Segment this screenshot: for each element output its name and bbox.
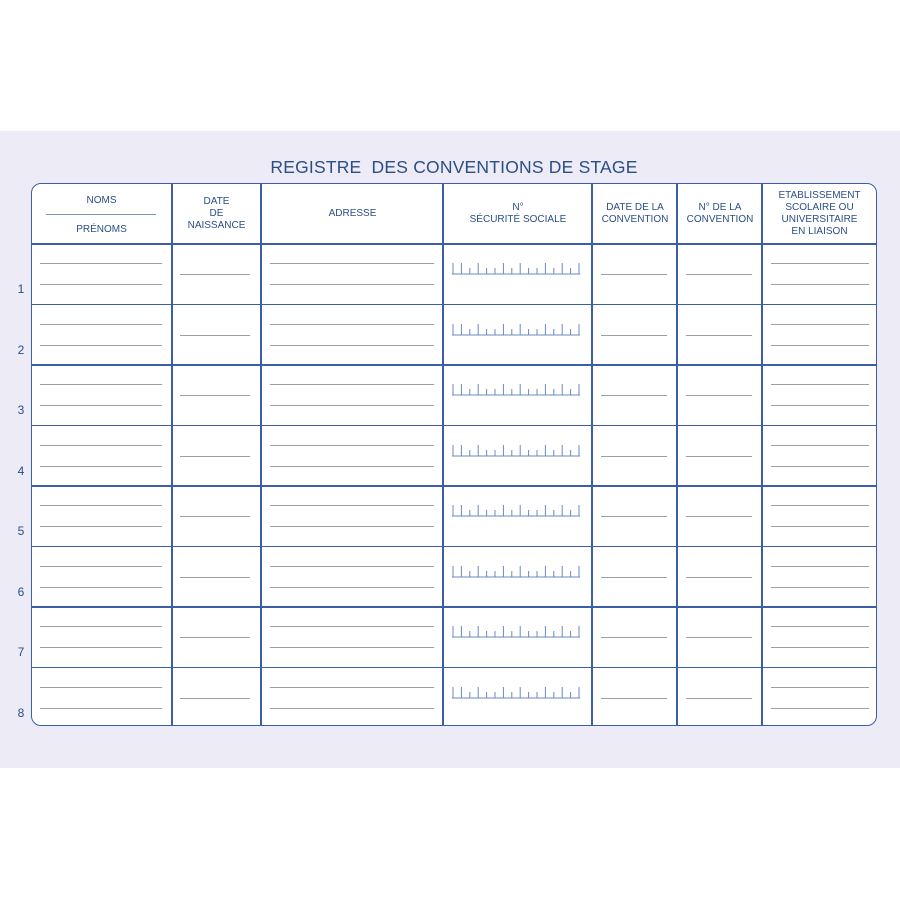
row-divider [32, 546, 876, 548]
row-number: 5 [17, 524, 25, 538]
column-divider [171, 184, 173, 725]
entry-line[interactable] [601, 395, 667, 396]
row-divider [32, 425, 876, 427]
header-ss-line2: SÉCURITÉ SOCIALE [469, 214, 567, 225]
header-num-convention [678, 184, 762, 244]
entry-line[interactable] [601, 274, 667, 275]
column-divider [761, 184, 763, 725]
header-securite-sociale [444, 184, 592, 244]
header-noms-prenoms [32, 184, 171, 244]
column-divider [260, 184, 262, 725]
entry-line[interactable] [270, 505, 434, 506]
entry-line[interactable] [771, 708, 869, 709]
header-adresse-label: ADRESSE [328, 208, 377, 219]
column-divider [676, 184, 678, 725]
row-number: 8 [17, 705, 25, 720]
entry-line[interactable] [771, 647, 869, 648]
register-table [31, 183, 877, 726]
entry-line[interactable] [270, 626, 434, 627]
entry-line[interactable] [40, 708, 162, 709]
row-divider [32, 304, 876, 306]
entry-line[interactable] [270, 324, 434, 325]
entry-line[interactable] [180, 637, 250, 638]
entry-line[interactable] [771, 405, 869, 406]
entry-line[interactable] [40, 687, 162, 688]
entry-line[interactable] [601, 456, 667, 457]
entry-line[interactable] [180, 274, 250, 275]
entry-line[interactable] [771, 384, 869, 385]
row-number: 4 [17, 463, 25, 478]
header-num-conv-line1: N° DE LA [698, 202, 742, 213]
header-date-naissance-line1: DATE [203, 196, 230, 207]
entry-line[interactable] [40, 566, 162, 567]
entry-line[interactable] [40, 405, 162, 406]
ss-number-boxes[interactable] [452, 625, 582, 639]
entry-line[interactable] [686, 395, 752, 396]
entry-line[interactable] [180, 577, 250, 578]
header-ss-line1: N° [512, 202, 524, 213]
entry-line[interactable] [601, 577, 667, 578]
entry-line[interactable] [270, 466, 434, 467]
ss-number-boxes[interactable] [452, 686, 582, 700]
entry-line[interactable] [686, 274, 752, 275]
header-date-conv-line1: DATE DE LA [606, 202, 664, 213]
entry-line[interactable] [270, 647, 434, 648]
entry-line[interactable] [40, 526, 162, 527]
entry-line[interactable] [601, 335, 667, 336]
header-noms: NOMS [86, 195, 117, 206]
entry-line[interactable] [180, 395, 250, 396]
entry-line[interactable] [771, 324, 869, 325]
header-date-conv-line2: CONVENTION [601, 214, 669, 225]
row-divider [32, 364, 876, 366]
header-num-conv-line2: CONVENTION [686, 214, 754, 225]
entry-line[interactable] [40, 647, 162, 648]
entry-line[interactable] [771, 587, 869, 588]
entry-line[interactable] [686, 456, 752, 457]
entry-line[interactable] [270, 708, 434, 709]
entry-line[interactable] [40, 284, 162, 285]
row-divider [32, 243, 876, 245]
entry-line[interactable] [40, 324, 162, 325]
entry-line[interactable] [270, 284, 434, 285]
entry-line[interactable] [40, 587, 162, 588]
entry-line[interactable] [40, 445, 162, 446]
entry-line[interactable] [686, 698, 752, 699]
entry-line[interactable] [771, 687, 869, 688]
entry-line[interactable] [40, 384, 162, 385]
entry-line[interactable] [771, 284, 869, 285]
header-adresse [262, 184, 443, 244]
entry-line[interactable] [180, 335, 250, 336]
header-etab-line2: SCOLAIRE OU [785, 202, 854, 213]
entry-line[interactable] [771, 263, 869, 264]
entry-line[interactable] [270, 587, 434, 588]
ss-number-boxes[interactable] [452, 323, 582, 337]
ss-number-boxes[interactable] [452, 504, 582, 518]
entry-line[interactable] [270, 263, 434, 264]
entry-line[interactable] [771, 626, 869, 627]
ss-number-boxes[interactable] [452, 383, 582, 397]
entry-line[interactable] [771, 445, 869, 446]
header-date-convention [593, 184, 677, 244]
row-number: 1 [17, 282, 25, 296]
entry-line[interactable] [180, 516, 250, 517]
row-divider [32, 667, 876, 669]
entry-line[interactable] [40, 263, 162, 264]
register-title: REGISTRE DES CONVENTIONS DE STAGE [270, 157, 638, 177]
entry-line[interactable] [270, 566, 434, 567]
register-sheet [0, 131, 900, 768]
entry-line[interactable] [771, 466, 869, 467]
entry-line[interactable] [601, 637, 667, 638]
header-etablissement [763, 184, 876, 244]
header-etab-line3: UNIVERSITAIRE [781, 214, 858, 225]
header-divider [46, 214, 156, 215]
ss-number-boxes[interactable] [452, 444, 582, 458]
entry-line[interactable] [686, 577, 752, 578]
header-date-naissance [172, 184, 261, 244]
entry-line[interactable] [270, 384, 434, 385]
row-divider [32, 485, 876, 487]
entry-line[interactable] [601, 516, 667, 517]
entry-line[interactable] [40, 626, 162, 627]
row-divider [32, 606, 876, 608]
entry-line[interactable] [180, 698, 250, 699]
entry-line[interactable] [686, 637, 752, 638]
row-number: 2 [17, 342, 25, 357]
entry-line[interactable] [270, 445, 434, 446]
entry-line[interactable] [40, 466, 162, 467]
row-number: 6 [17, 584, 25, 599]
header-etab-line1: ETABLISSEMENT [778, 190, 861, 201]
header-date-naissance-line2: DE [209, 208, 224, 219]
ss-number-boxes[interactable] [452, 262, 582, 276]
entry-line[interactable] [270, 345, 434, 346]
entry-line[interactable] [270, 526, 434, 527]
entry-line[interactable] [771, 345, 869, 346]
row-number: 7 [17, 645, 25, 659]
column-divider [591, 184, 593, 725]
entry-line[interactable] [40, 505, 162, 506]
entry-line[interactable] [686, 335, 752, 336]
entry-line[interactable] [771, 505, 869, 506]
header-prenoms: PRÉNOMS [76, 224, 127, 235]
entry-line[interactable] [771, 526, 869, 527]
entry-line[interactable] [180, 456, 250, 457]
ss-number-boxes[interactable] [452, 565, 582, 579]
entry-line[interactable] [270, 687, 434, 688]
entry-line[interactable] [270, 405, 434, 406]
entry-line[interactable] [686, 516, 752, 517]
header-etab-line4: EN LIAISON [791, 226, 848, 237]
entry-line[interactable] [601, 698, 667, 699]
header-date-naissance-line3: NAISSANCE [187, 220, 246, 231]
row-number: 3 [17, 403, 25, 417]
column-divider [442, 184, 444, 725]
entry-line[interactable] [40, 345, 162, 346]
entry-line[interactable] [771, 566, 869, 567]
